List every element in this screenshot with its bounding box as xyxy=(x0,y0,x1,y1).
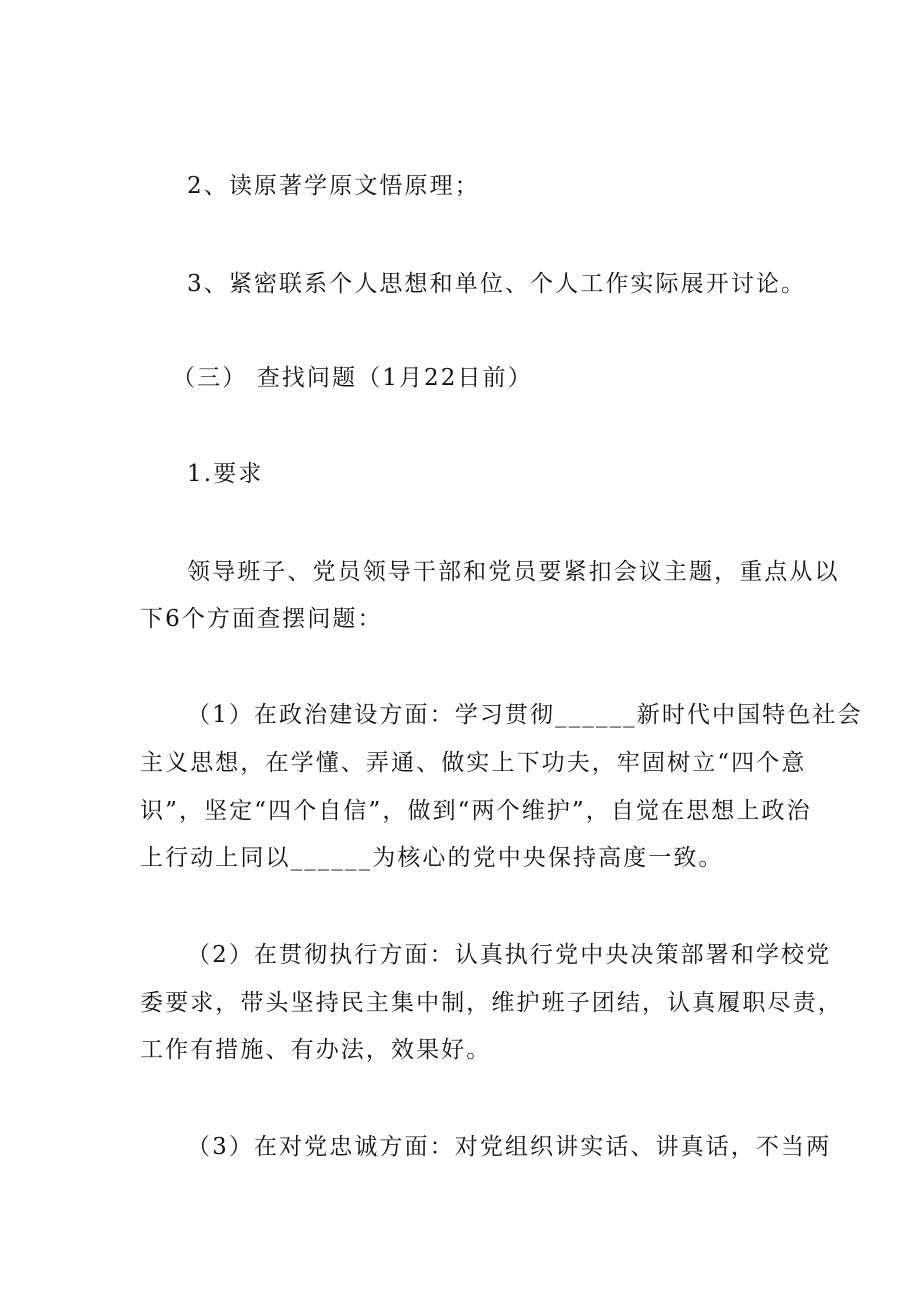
intro-paragraph-line-1: 领导班子、党员领导干部和党员要紧扣会议主题，重点从以 xyxy=(187,559,840,585)
point-2-line-2: 委要求，带头坚持民主集中制，维护班子团结，认真履职尽责， xyxy=(140,990,843,1016)
intro-paragraph-line-2: 下6个方面查摆问题： xyxy=(140,606,383,632)
point-1-line-1: （1）在政治建设方面：学习贯彻______新时代中国特色社会 xyxy=(187,702,863,728)
point-1-line-3: 识”，坚定“四个自信”，做到“两个维护”，自觉在思想上政治 xyxy=(140,798,812,824)
point-3-line-1: （3）在对党忠诚方面：对党组织讲实话、讲真话，不当两 xyxy=(187,1134,832,1160)
point-2-line-3: 工作有措施、有办法，效果好。 xyxy=(140,1037,492,1063)
section-heading-3: （三） 查找问题（1月22日前） xyxy=(172,365,533,391)
list-item-3: 3、紧密联系个人思想和单位、个人工作实际展开讨论。 xyxy=(187,271,807,297)
list-item-2: 2、读原著学原文悟原理； xyxy=(187,173,480,199)
requirement-heading: 1.要求 xyxy=(187,461,264,487)
point-2-line-1: （2）在贯彻执行方面：认真执行党中央决策部署和学校党 xyxy=(187,942,832,968)
point-1-line-2: 主义思想，在学懂、弄通、做实上下功夫，牢固树立“四个意 xyxy=(140,750,807,776)
point-1-line-4: 上行动上同以______为核心的党中央保持高度一致。 xyxy=(140,845,724,871)
